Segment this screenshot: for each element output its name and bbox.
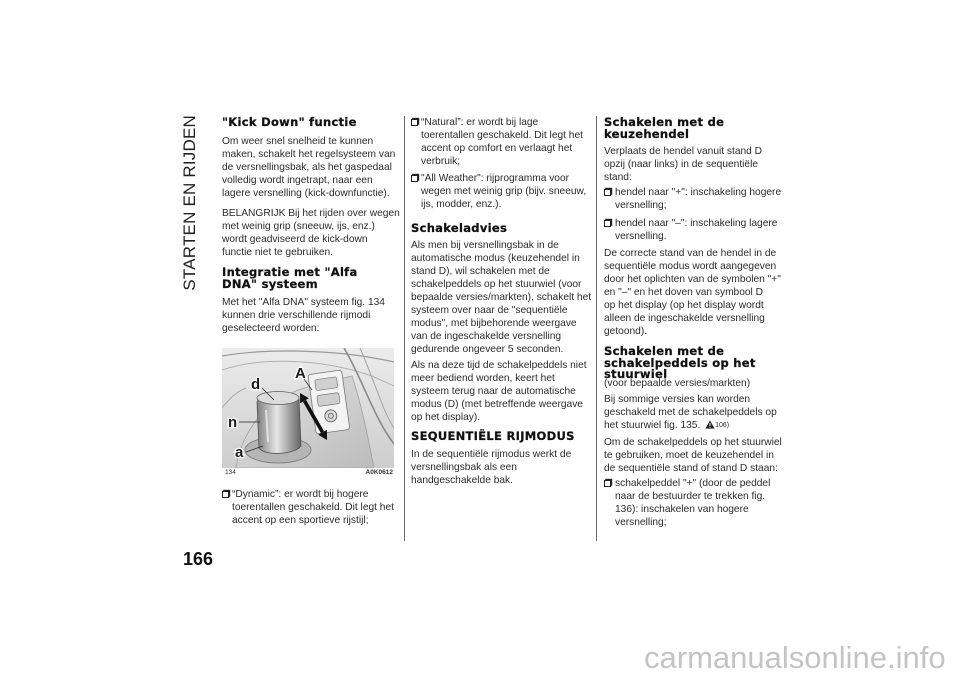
heading-sequentiele-rijmodus: SEQUENTIËLE RIJMODUS	[411, 429, 575, 443]
paragraph-correcte-stand: De correcte stand van de hendel in de sequentiële modus wordt aangegeven door het oplichten van de symbolen "+" en "–" en het doven van symbool D op het display (op het display wordt alleen de ingeschakelde versnelling getoond).	[604, 248, 781, 337]
heading-schakelpeddels: Schakelen met de schakelpeddels op het stuurwiel	[604, 344, 756, 381]
bullet-hendel-min	[604, 217, 777, 243]
bullet-dynamic	[222, 488, 394, 527]
bullet-text: "All Weather": rijprogramma voor wegen met weinig grip (bijv. sneeuw, ijs, modder, enz.).	[421, 173, 587, 210]
warning-reference: 106)	[715, 422, 730, 429]
callout-d: d	[251, 376, 261, 393]
shadowed-square-bullet-icon	[604, 189, 611, 196]
heading-alfa-dna: Integratie met "Alfa DNA" systeem	[222, 265, 358, 291]
shadowed-square-bullet-icon	[604, 220, 611, 227]
paragraph-keuzehendel: Verplaats de hendel vanuit stand D opzij (naar links) in de sequentiële stand:	[604, 146, 763, 183]
shadowed-square-bullet-icon	[411, 175, 418, 182]
bullet-text: hendel naar "+": inschakeling hogere versnelling;	[615, 187, 782, 211]
page-number: 166	[183, 549, 214, 569]
heading-keuzehendel: Schakelen met de keuzehendel	[604, 115, 725, 141]
shadowed-square-bullet-icon	[222, 491, 229, 498]
paragraph-kick-down: Om weer snel snelheid te kunnen maken, schakelt het regelsysteem van de versnellingsbak, als het gaspedaal volledig wordt ingetrapt, naar een lagere versnelling (kick-downfunctie).	[222, 136, 396, 199]
bullet-text: schakelpeddel "+" (door de peddel naar de bestuurder te trekken fig. 136): inschakelen van hogere versnelling;	[615, 478, 771, 528]
heading-schakeladvies: Schakeladvies	[411, 221, 508, 235]
bullet-all-weather	[411, 172, 586, 211]
bullet-natural	[411, 116, 583, 168]
column-divider-2	[596, 116, 597, 541]
bullet-text: “Natural”: er wordt bij lage toerentallen geschakeld. Dit legt het accent op comfort en verlaagt het verbruik;	[421, 117, 583, 167]
bullet-text: hendel naar "–": inschakeling lagere versnelling.	[615, 218, 778, 242]
shadowed-square-bullet-icon	[411, 119, 418, 126]
figure-134	[222, 348, 394, 480]
paragraph-sequentiele-rijmodus: In de sequentiële rijmodus werkt de versnellingsbak als een handgeschakelde bak.	[411, 449, 572, 486]
paragraph-automatische-modus: Als na deze tijd de schakelpeddels niet meer bediend worden, keert het systeem terug naar de automatische modus (D) (met betreffende weergave op het display).	[411, 360, 587, 423]
subheading-versies-markten: (voor bepaalde versies/markten)	[604, 378, 751, 389]
bullet-text: “Dynamic”: er wordt bij hogere toerentallen geschakeld. Dit legt het accent op een sportieve rijstijl;	[232, 489, 394, 526]
heading-kick-down: "Kick Down" functie	[222, 115, 357, 129]
bullet-hendel-plus	[604, 186, 781, 212]
callout-a: a	[235, 444, 244, 461]
chapter-tab: STARTEN EN RIJDEN	[180, 115, 199, 291]
paragraph-alfa-dna: Met het "Alfa DNA" systeem fig. 134 kunnen drie verschillende rijmodi geselecteerd worden:	[222, 297, 385, 334]
paragraph-belangrijk: BELANGRIJK Bij het rijden over wegen met weinig grip (sneeuw, ijs, enz.) wordt geadviseerd de kick-down functie niet te gebruiken.	[222, 208, 400, 258]
paragraph-schakeladvies: Als men bij versnellingsbak in de automatische modus (keuzehendel in stand D), wil schakelen met de schakelpeddels op het stuurwiel (voor bepaalde versies/markten), schakelt het systeem over naar de "sequentiële modus", met bijbehorende weergave van de ingeschakelde versnelling gedurende ongeveer 5 seconden.	[411, 240, 592, 355]
figure-number: 134	[225, 469, 236, 476]
gear-lever-knob	[257, 392, 301, 454]
warning-triangle-icon	[705, 420, 715, 429]
figure-code: A0K0612	[365, 469, 393, 476]
shadowed-square-bullet-icon	[604, 480, 611, 487]
column-divider-1	[404, 116, 405, 541]
paragraph-schakelpeddels	[604, 393, 777, 432]
paragraph-text: Bij sommige versies kan worden geschakeld met de schakelpeddels op het stuurwiel fig. 135.	[604, 394, 777, 431]
watermark: carmanualsonline.info	[644, 640, 946, 675]
bullet-schakelpeddel-plus	[604, 477, 770, 529]
paragraph-peddels-gebruiken: Om de schakelpeddels op het stuurwiel te gebruiken, moet de keuzehendel in de sequentiële stand of stand D staan:	[604, 437, 782, 474]
gear-selector-illustration	[222, 348, 394, 468]
callout-n: n	[228, 414, 238, 431]
callout-A: A	[295, 365, 306, 382]
